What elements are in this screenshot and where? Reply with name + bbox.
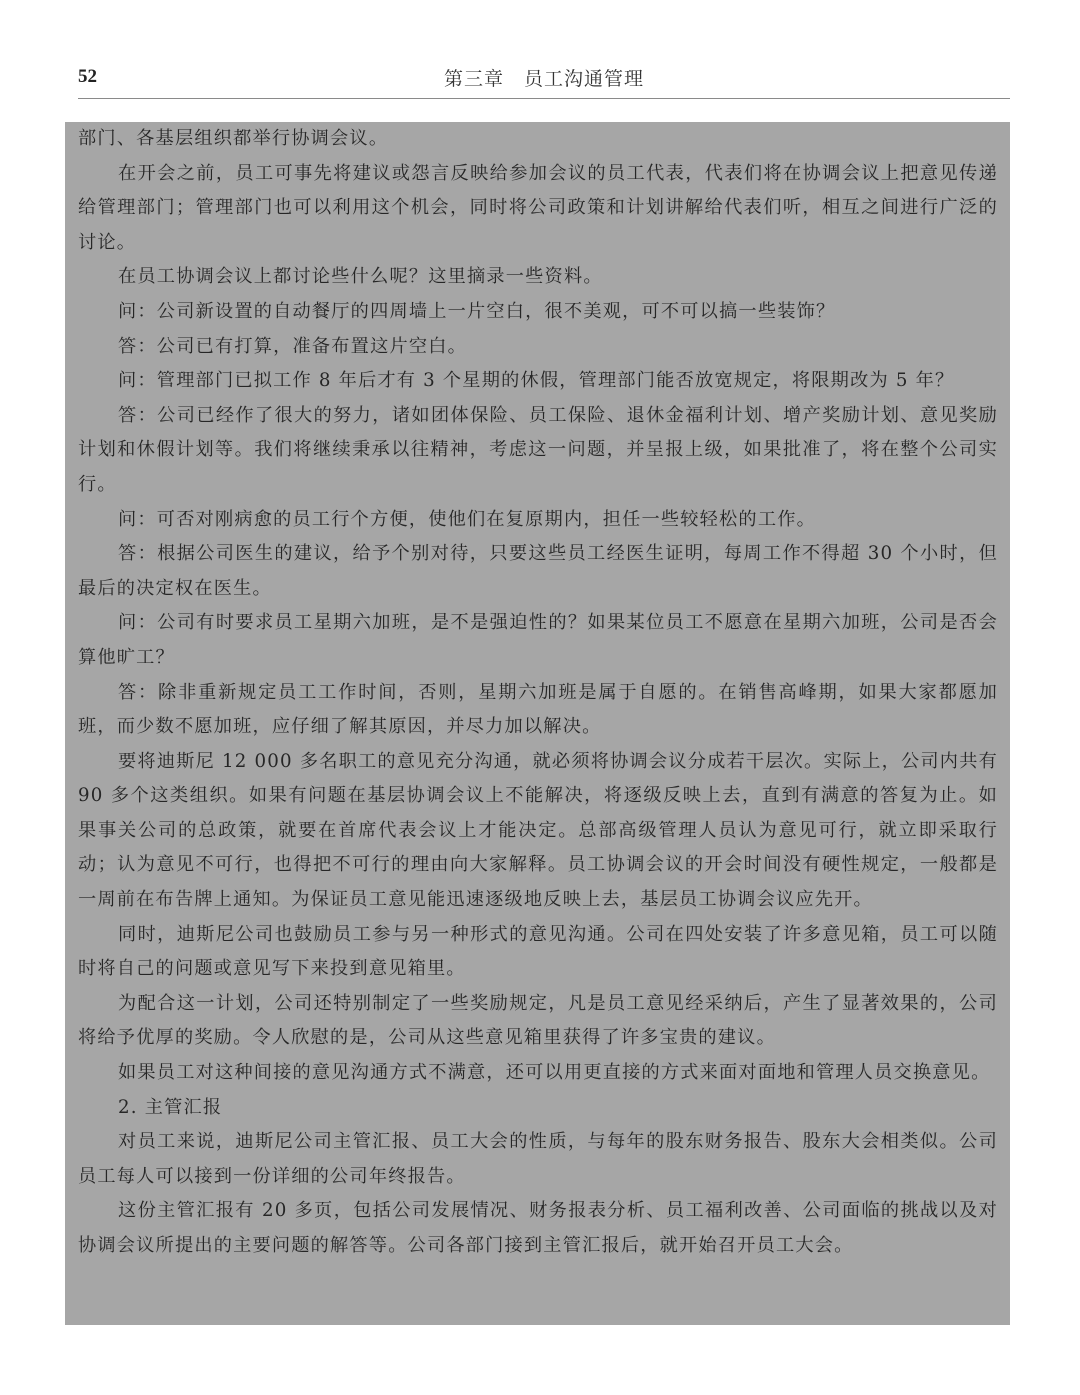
highlighted-text-region — [65, 122, 1010, 1325]
page-header — [78, 62, 1010, 99]
paragraph: 答：根据公司医生的建议，给予个别对待，只要这些员工经医生证明，每周工作不得超 30 个小时，但最后的决定权在医生。 — [78, 543, 998, 599]
paragraph: 要将迪斯尼 12 000 多名职工的意见充分沟通，就必须将协调会议分成若干层次。实际上，公司内共有 90 多个这类组织。如果有问题在基层协调会议上不能解决，将逐级反映上去，直到有满意的答复为止。如果事关公司的总政策，就要在首席代表会议上才能决定。总部高级管理人员认为意见可行，就立即采取行动；认为意见不可行，也得把不可行的理由向大家解释。员工协调会议的开会时间没有硬性规定，一般都是一周前在布告牌上通知。为保证员工意见能迅速逐级地反映上去，基层员工协调会议应先开。 — [78, 750, 998, 911]
paragraph: 答：除非重新规定员工工作时间，否则，星期六加班是属于自愿的。在销售高峰期，如果大家都愿加班，而少数不愿加班，应仔细了解其原因，并尽力加以解决。 — [78, 681, 998, 738]
running-title: 第三章 员工沟通管理 — [443, 68, 644, 90]
paragraph: 如果员工对这种间接的意见沟通方式不满意，还可以用更直接的方式来面对面地和管理人员交换意见。 — [118, 1062, 991, 1084]
paragraph: 2. 主管汇报 — [118, 1096, 223, 1118]
page-number: 52 — [78, 66, 97, 87]
paragraph: 问：管理部门已拟工作 8 年后才有 3 个星期的休假，管理部门能否放宽规定，将限期改为 5 年？ — [118, 370, 955, 392]
paragraph: 这份主管汇报有 20 多页，包括公司发展情况、财务报表分析、员工福利改善、公司面临的挑战以及对协调会议所提出的主要问题的解答等。公司各部门接到主管汇报后，就开始召开员工大会。 — [78, 1200, 998, 1256]
paragraph: 在开会之前，员工可事先将建议或怨言反映给参加会议的员工代表，代表们将在协调会议上把意见传递给管理部门；管理部门也可以利用这个机会，同时将公司政策和计划讲解给代表们听，相互之间进行广泛的讨论。 — [78, 162, 998, 253]
body-text — [78, 122, 998, 1264]
paragraph: 在员工协调会议上都讨论些什么呢？这里摘录一些资料。 — [118, 266, 603, 288]
paragraph: 答：公司已有打算，准备布置这片空白。 — [118, 335, 468, 357]
paragraph: 对员工来说，迪斯尼公司主管汇报、员工大会的性质，与每年的股东财务报告、股东大会相类似。公司员工每人可以接到一份详细的公司年终报告。 — [78, 1131, 998, 1187]
paragraph: 答：公司已经作了很大的努力，诸如团体保险、员工保险、退休金福利计划、增产奖励计划、意见奖励计划和休假计划等。我们将继续秉承以往精神，考虑这一问题，并呈报上级，如果批准了，将在整个公司实行。 — [78, 404, 998, 495]
paragraph: 同时，迪斯尼公司也鼓励员工参与另一种形式的意见沟通。公司在四处安装了许多意见箱，员工可以随时将自己的问题或意见写下来投到意见箱里。 — [78, 923, 998, 980]
paragraph: 问：可否对刚病愈的员工行个方便，使他们在复原期内，担任一些较轻松的工作。 — [118, 508, 816, 530]
paragraph: 问：公司有时要求员工星期六加班，是不是强迫性的？如果某位员工不愿意在星期六加班，公司是否会算他旷工？ — [78, 612, 998, 668]
paragraph: 问：公司新设置的自动餐厅的四周墙上一片空白，很不美观，可不可以搞一些装饰？ — [118, 300, 836, 322]
paragraph: 部门、各基层组织都举行协调会议。 — [78, 128, 389, 149]
paragraph: 为配合这一计划，公司还特别制定了一些奖励规定，凡是员工意见经采纳后，产生了显著效果的，公司将给予优厚的奖励。令人欣慰的是，公司从这些意见箱里获得了许多宝贵的建议。 — [78, 992, 998, 1049]
